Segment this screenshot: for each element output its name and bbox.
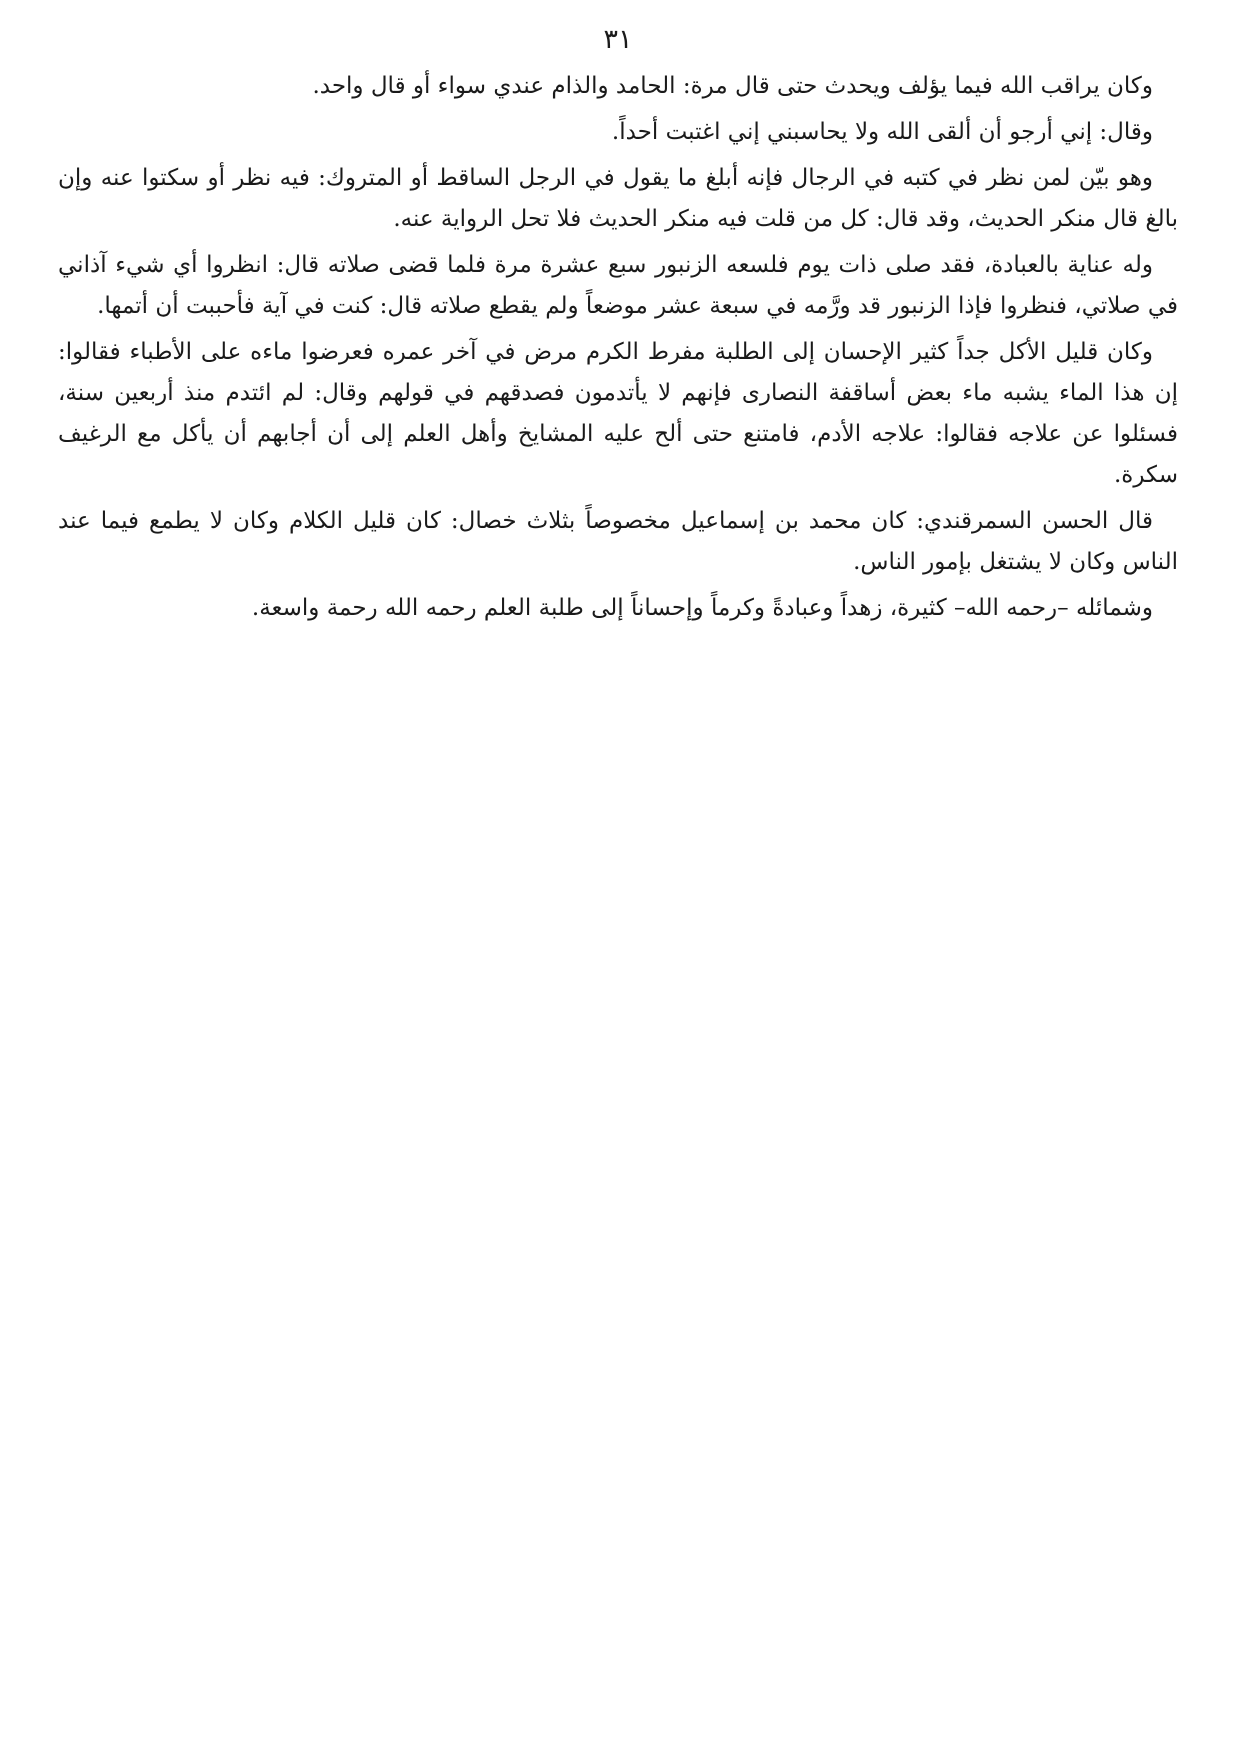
- paragraph-5: وكان قليل الأكل جداً كثير الإحسان إلى الطلبة مفرط الكرم مرض في آخر عمره فعرضوا ماءه على الأطباء فقالوا: إن هذا الماء يشبه ماء بعض أساقفة النصارى فإنهم لا يأتدمون فصدقهم في قولهم وقال: لم ائتدم منذ أربعين سنة، فسئلوا عن علاجه فقالوا: علاجه الأدم، فامتنع حتى ألح عليه المشايخ وأهل العلم إلى أن أجابهم أن يأكل مع الرغيف سكرة.: [58, 339, 1178, 488]
- document-page: [58, 20, 1178, 634]
- paragraph-7: وشمائله –رحمه الله– كثيرة، زهداً وعبادةً وكرماً وإحساناً إلى طلبة العلم رحمه الله رحمة واسعة.: [251, 595, 1153, 621]
- paragraph-2: وقال: إني أرجو أن ألقى الله ولا يحاسبني إني اغتبت أحداً.: [611, 119, 1153, 145]
- paragraph-4: وله عناية بالعبادة، فقد صلى ذات يوم فلسعه الزنبور سبع عشرة مرة فلما قضى صلاته قال: انظروا أي شيء آذاني في صلاتي، فنظروا فإذا الزنبور قد ورَّمه في سبعة عشر موضعاً ولم يقطع صلاته قال: كنت في آية فأحببت أن أتمها.: [58, 252, 1178, 319]
- paragraph-6: قال الحسن السمرقندي: كان محمد بن إسماعيل مخصوصاً بثلاث خصال: كان قليل الكلام وكان لا يطمع فيما عند الناس وكان لا يشتغل بإمور الناس.: [58, 508, 1178, 575]
- page-number: ٣١: [603, 24, 633, 55]
- text-body: [58, 66, 1178, 629]
- paragraph-1: وكان يراقب الله فيما يؤلف ويحدث حتى قال مرة: الحامد والذام عندي سواء أو قال واحد.: [312, 73, 1153, 99]
- paragraph-3: وهو بيّن لمن نظر في كتبه في الرجال فإنه أبلغ ما يقول في الرجل الساقط أو المتروك: فيه نظر أو سكتوا عنه وإن بالغ قال منكر الحديث، وقد قال: كل من قلت فيه منكر الحديث فلا تحل الرواية عنه.: [58, 165, 1178, 232]
